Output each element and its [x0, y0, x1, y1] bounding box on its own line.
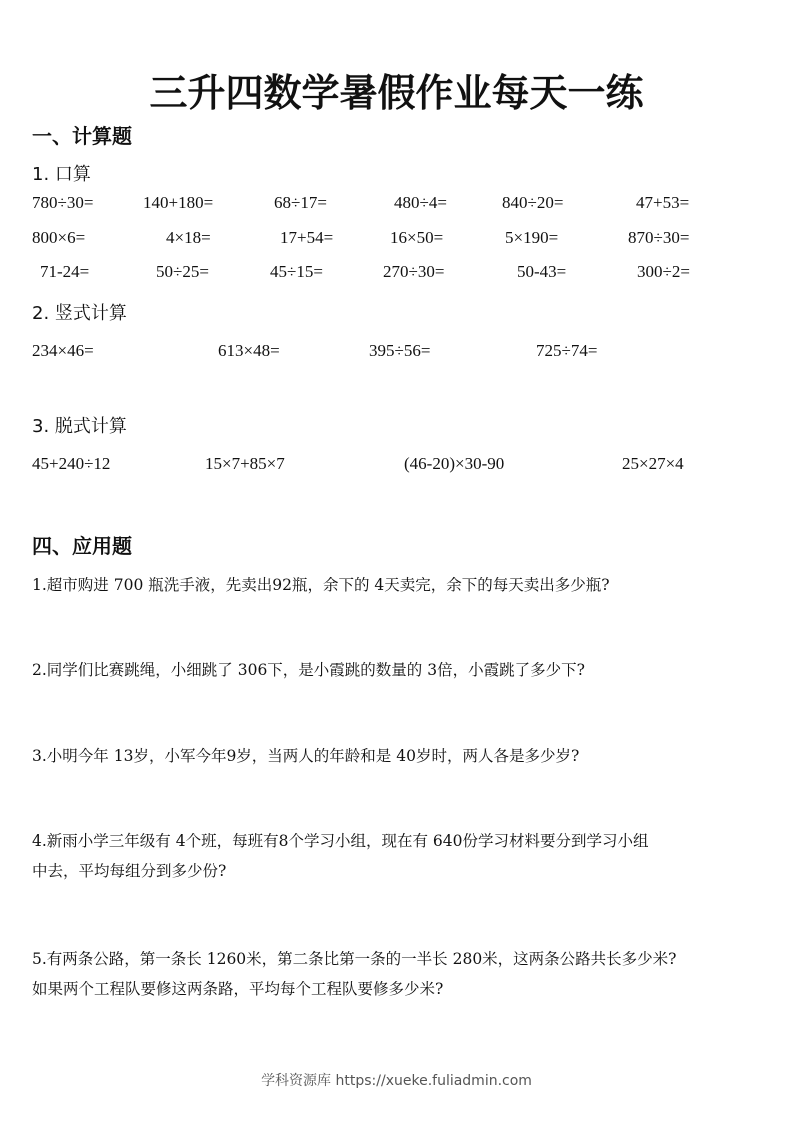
problem-line: 中去，平均每组分到多少份?	[32, 862, 227, 880]
vertical-item: 725÷74=	[536, 341, 598, 360]
stepwise-item: 25×27×4	[622, 454, 684, 473]
oral-item: 270÷30=	[383, 262, 445, 281]
oral-item: 68÷17=	[274, 193, 327, 212]
word-problem-5	[32, 944, 677, 1004]
vertical-item: 234×46=	[32, 341, 94, 360]
page-title: 三升四数学暑假作业每天一练	[149, 71, 644, 115]
oral-item: 17+54=	[280, 228, 334, 247]
vertical-item: 613×48=	[218, 341, 280, 360]
oral-item: 140+180=	[143, 193, 214, 212]
oral-item: 5×190=	[505, 228, 559, 247]
section-heading-word-problems: 四、应用题	[32, 534, 132, 558]
word-problem-3	[32, 741, 579, 771]
problem-line: 1.超市购进 700 瓶洗手液，先卖出92瓶，余下的 4天卖完，余下的每天卖出多少瓶?	[32, 576, 610, 594]
stepwise-item: 15×7+85×7	[205, 454, 285, 473]
oral-item: 870÷30=	[628, 228, 690, 247]
stepwise-item: 45+240÷12	[32, 454, 111, 473]
oral-item: 47+53=	[636, 193, 690, 212]
problem-line: 4.新雨小学三年级有 4个班，每班有8个学习小组，现在有 640份学习材料要分到学习小组	[32, 832, 649, 850]
stepwise-item: (46-20)×30-90	[404, 454, 505, 473]
subheading-stepwise: 3. 脱式计算	[32, 416, 127, 437]
vertical-item: 395÷56=	[369, 341, 431, 360]
word-problem-4	[32, 826, 648, 886]
oral-item: 800×6=	[32, 228, 86, 247]
footer-source-link[interactable]: 学科资源库 https://xueke.fuliadmin.com	[261, 1073, 532, 1089]
oral-item: 780÷30=	[32, 193, 94, 212]
oral-item: 300÷2=	[637, 262, 690, 281]
problem-line: 2.同学们比赛跳绳，小细跳了 306下，是小霞跳的数量的 3倍，小霞跳了多少下?	[32, 661, 585, 679]
oral-item: 71-24=	[40, 262, 90, 281]
oral-item: 45÷15=	[270, 262, 323, 281]
problem-line: 3.小明今年 13岁，小军今年9岁，当两人的年龄和是 40岁时，两人各是多少岁?	[32, 747, 580, 765]
oral-item: 480÷4=	[394, 193, 447, 212]
oral-item: 50÷25=	[156, 262, 209, 281]
word-problem-2	[32, 655, 585, 685]
oral-item: 840÷20=	[502, 193, 564, 212]
oral-item: 50-43=	[517, 262, 567, 281]
problem-line: 如果两个工程队要修这两条路，平均每个工程队要修多少米?	[32, 980, 444, 998]
subheading-oral: 1. 口算	[32, 164, 91, 185]
section-heading-calculation: 一、计算题	[32, 124, 132, 148]
word-problem-1	[32, 570, 610, 600]
oral-item: 4×18=	[166, 228, 211, 247]
oral-item: 16×50=	[390, 228, 444, 247]
problem-line: 5.有两条公路，第一条长 1260米，第二条比第一条的一半长 280米，这两条公路共长多少米?	[32, 950, 677, 968]
subheading-vertical: 2. 竖式计算	[32, 303, 127, 324]
